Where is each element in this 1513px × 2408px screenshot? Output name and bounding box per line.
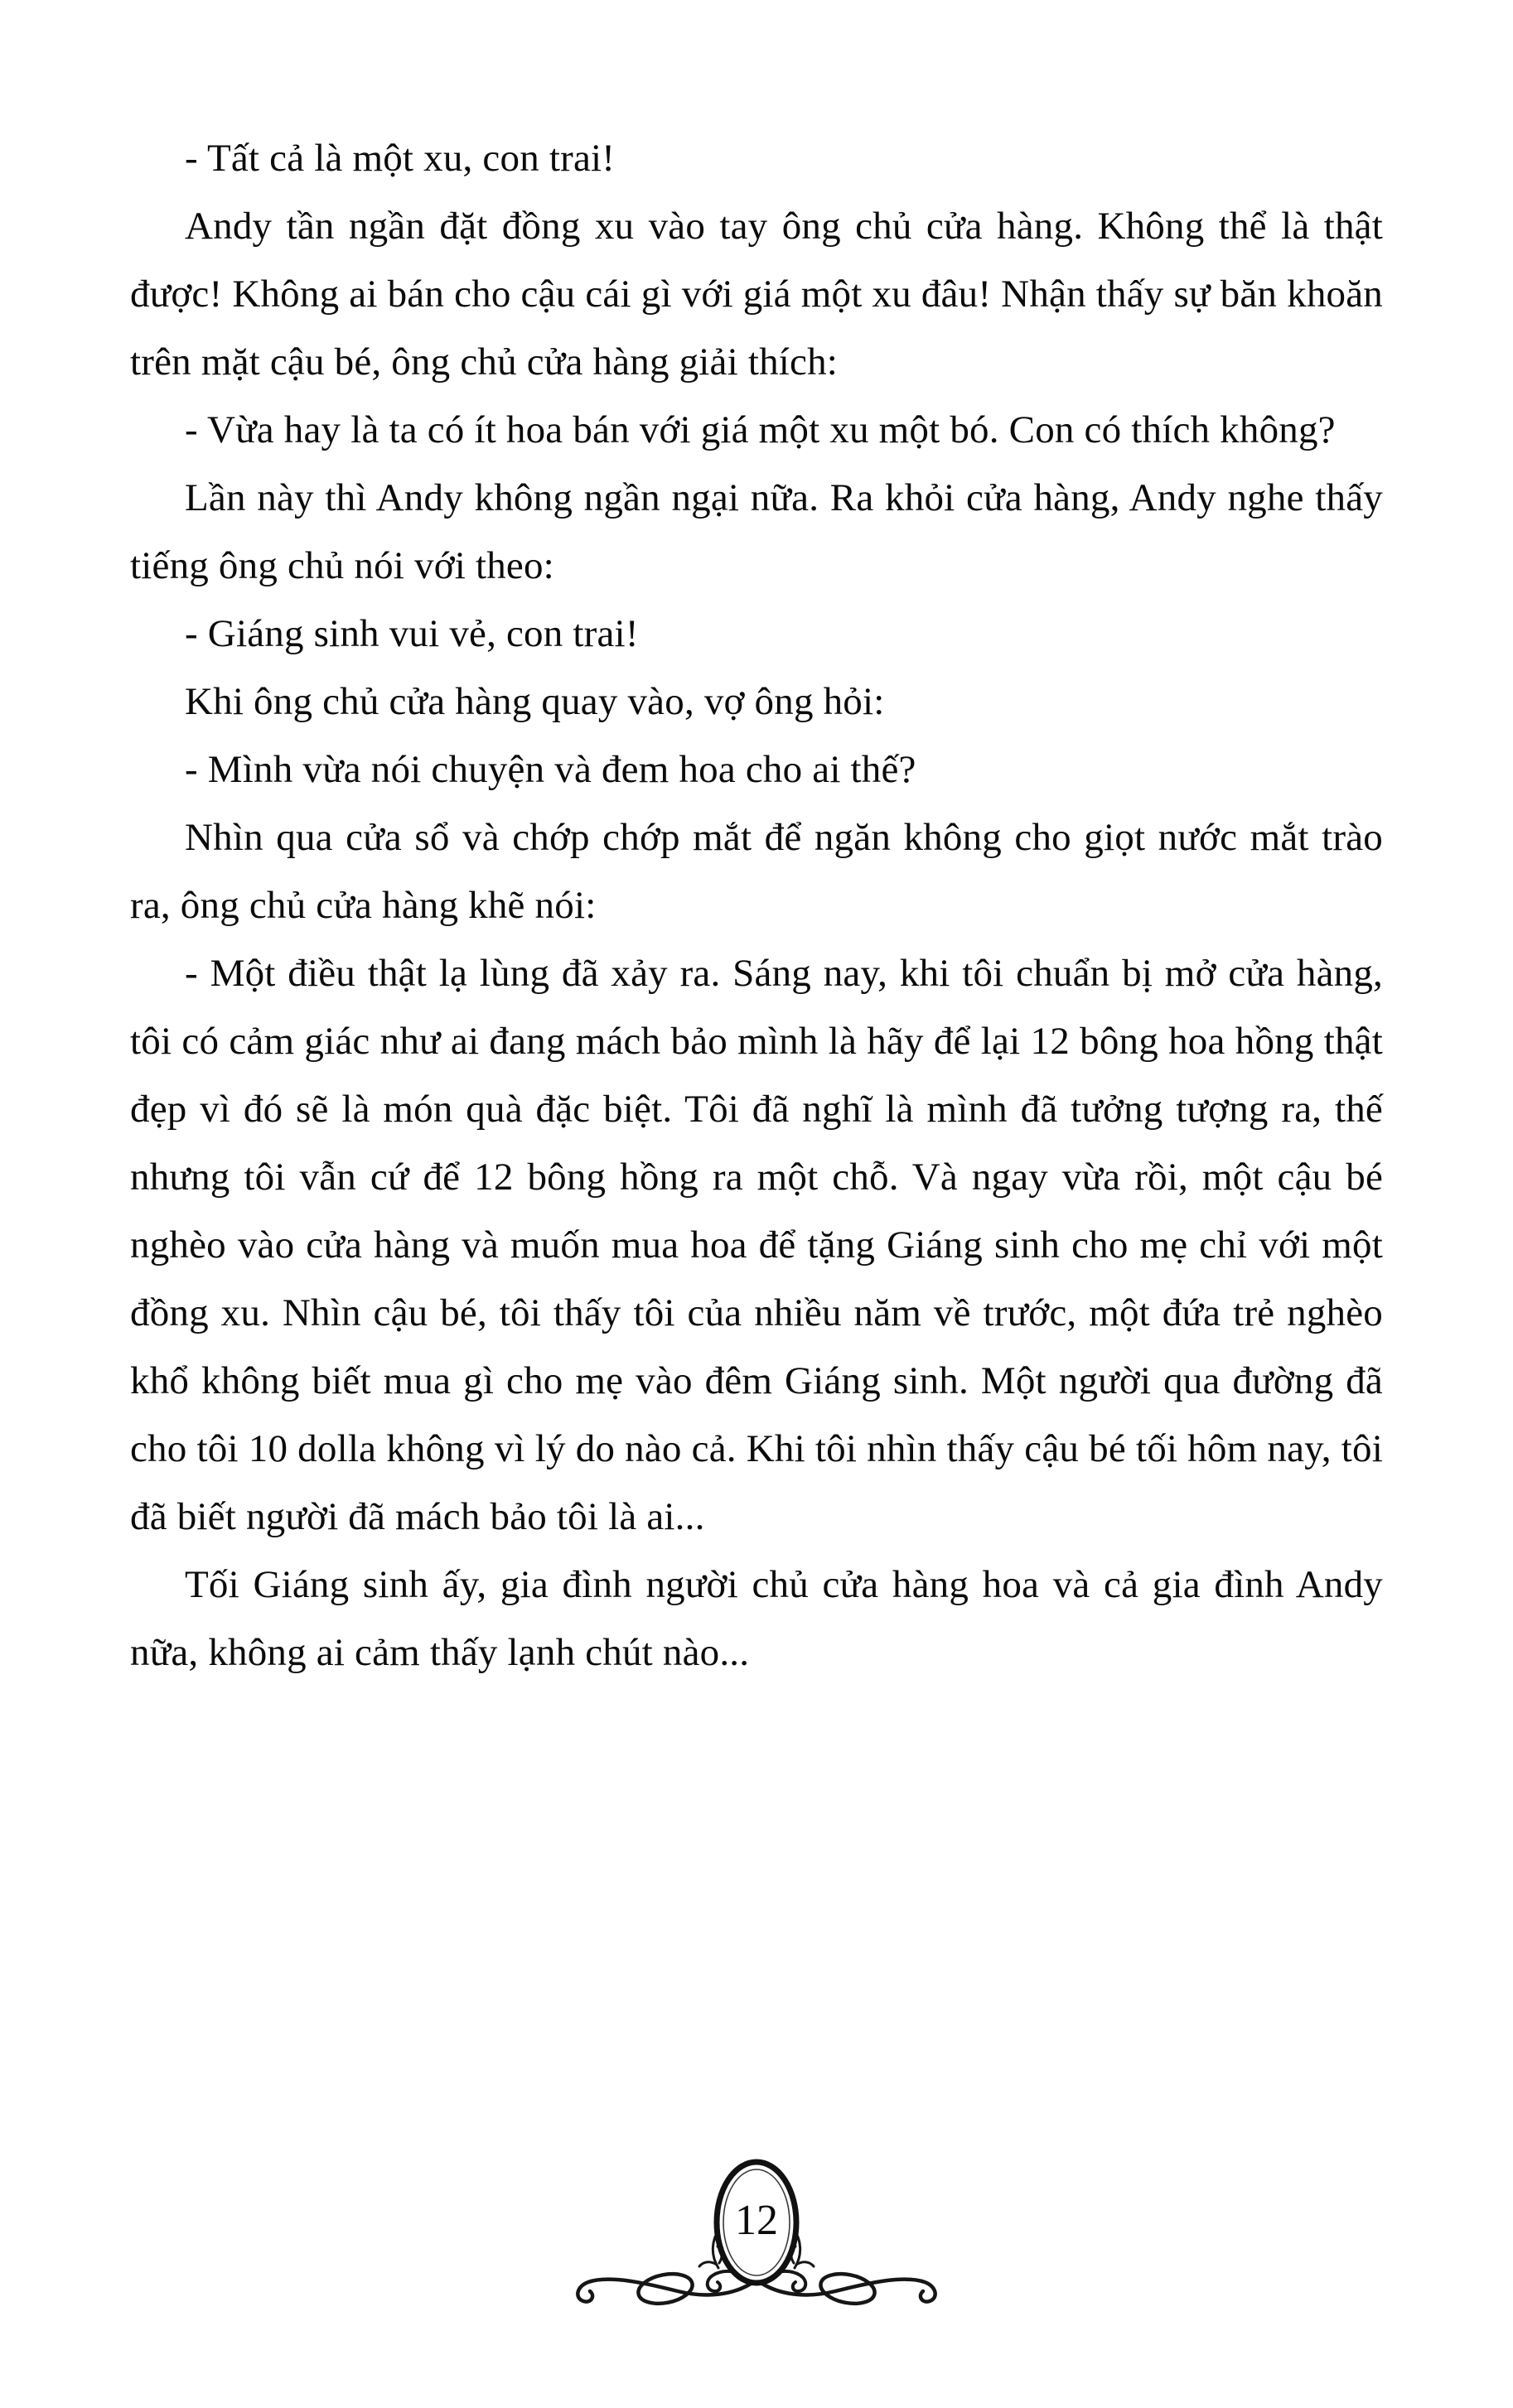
paragraph: - Giáng sinh vui vẻ, con trai! [185, 612, 639, 655]
paragraph: - Vừa hay là ta có ít hoa bán với giá một xu một bó. Con có thích không? [185, 408, 1336, 451]
paragraph: Tối Giáng sinh ấy, gia đình người chủ cửa hàng hoa và cả gia đình Andy nữa, không ai cảm thấy lạnh chút nào... [130, 1563, 1383, 1674]
page-number: 12 [735, 2197, 778, 2245]
paragraph: Khi ông chủ cửa hàng quay vào, vợ ông hỏi: [185, 680, 885, 723]
paragraph: - Mình vừa nói chuyện và đem hoa cho ai thế? [185, 748, 916, 791]
paragraph: Lần này thì Andy không ngần ngại nữa. Ra khỏi cửa hàng, Andy nghe thấy tiếng ông chủ nói với theo: [130, 476, 1383, 587]
paragraph: Nhìn qua cửa sổ và chớp chớp mắt để ngăn không cho giọt nước mắt trào ra, ông chủ cửa hàng khẽ nói: [130, 816, 1383, 927]
paragraph: Andy tần ngần đặt đồng xu vào tay ông chủ cửa hàng. Không thể là thật được! Không ai bán cho cậu cái gì với giá một xu đâu! Nhận thấy sự băn khoăn trên mặt cậu bé, ông chủ cửa hàng giải thích: [130, 205, 1383, 384]
paragraph: - Tất cả là một xu, con trai! [185, 137, 616, 180]
paragraph: - Một điều thật lạ lùng đã xảy ra. Sáng nay, khi tôi chuẩn bị mở cửa hàng, tôi có cảm giác như ai đang mách bảo mình là hãy để lại 12 bông hoa hồng thật đẹp vì đó sẽ là món quà đặc biệt. Tôi đã nghĩ là mình đã tưởng tượng ra, thế nhưng tôi vẫn cứ để 12 bông hồng ra một chỗ. Và ngay vừa rồi, một cậu bé nghèo vào cửa hàng và muốn mua hoa để tặng Giáng sinh cho mẹ chỉ với một đồng xu. Nhìn cậu bé, tôi thấy tôi của nhiều năm về trước, một đứa trẻ nghèo khổ không biết mua gì cho mẹ vào đêm Giáng sinh. Một người qua đường đã cho tôi 10 dolla không vì lý do nào cả. Khi tôi nhìn thấy cậu bé tối hôm nay, tôi đã biết người đã mách bảo tôi là ai... [130, 952, 1383, 1538]
page-text [130, 124, 1383, 1687]
page-footer [562, 2144, 951, 2309]
